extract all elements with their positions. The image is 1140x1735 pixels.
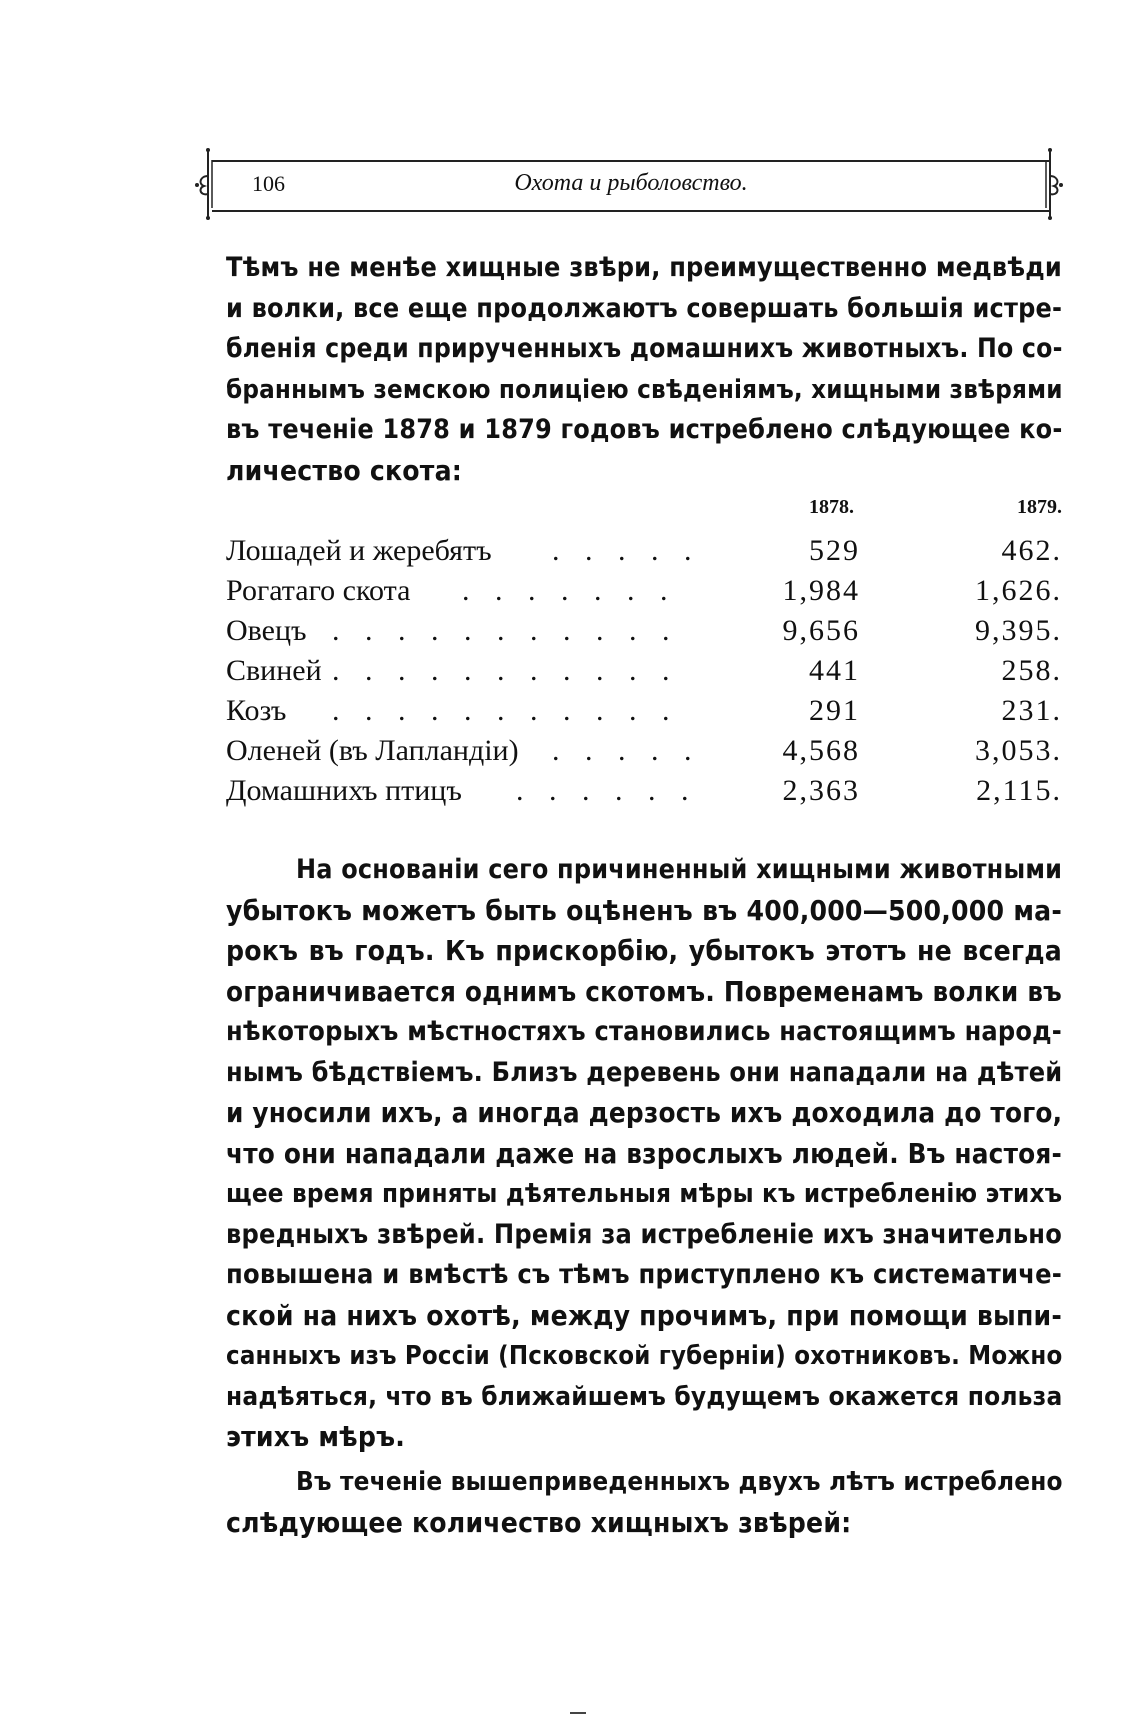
table-row <box>226 574 1062 614</box>
text-line: и уносили ихъ, а иногда дерзость ихъ доходила до того, <box>226 1096 1063 1129</box>
paragraph-damage <box>226 850 1062 1458</box>
table-row <box>226 534 1062 574</box>
value-1878: 529 <box>809 534 860 567</box>
text-line: На основаніи сего причиненный хищными животными <box>296 854 1063 885</box>
year-header-1879: 1879. <box>1017 496 1062 518</box>
value-1879: 1,626. <box>975 574 1062 607</box>
text-line: нымъ бѣдствіемъ. Близъ деревень они нападали на дѣтей <box>226 1056 1063 1088</box>
text-line: ской на нихъ охотѣ, между прочимъ, при помощи выпи- <box>226 1298 1062 1332</box>
text-line: Въ теченіе вышеприведенныхъ двухъ лѣтъ истреблено <box>296 1467 1063 1497</box>
paragraph-intro <box>226 248 1062 491</box>
value-1879: 3,053. <box>975 734 1062 767</box>
text-line: рокъ въ годъ. Къ прискорбію, убытокъ этотъ не всегда <box>226 934 1062 967</box>
leader-dots: . . . . . <box>552 534 701 567</box>
text-line: что они нападали даже на взрослыхъ людей. Въ настоя- <box>226 1136 1062 1170</box>
value-1878: 291 <box>809 694 860 727</box>
text-line: надѣяться, что въ ближайшемъ будущемъ окажется польза <box>226 1381 1063 1412</box>
text-line: браннымъ земскою полиціею свѣденіямъ, хищными звѣрями <box>226 374 1063 405</box>
row-label: Свиней <box>226 654 322 687</box>
leader-dots: . . . . . . . . . . . <box>332 654 679 687</box>
text-line: вредныхъ звѣрей. Премія за истребленіе ихъ значительно <box>226 1218 1062 1250</box>
text-line: бленія среди прирученныхъ домашнихъ животныхъ. По со- <box>226 334 1063 364</box>
leader-dots: . . . . . <box>552 734 701 767</box>
row-label: Козъ <box>226 694 287 727</box>
row-label: Оленей (въ Лапландіи) <box>226 734 519 767</box>
value-1879: 9,395. <box>975 614 1062 647</box>
text-line: этихъ мѣръ. <box>226 1420 405 1453</box>
running-title: Охота и рыболовство. <box>514 170 748 196</box>
leader-dots: . . . . . . <box>516 774 698 807</box>
value-1879: 2,115. <box>976 774 1062 807</box>
paragraph-predators <box>226 1462 1062 1543</box>
row-label: Домашнихъ птицъ <box>226 774 462 807</box>
value-1878: 1,984 <box>782 574 860 607</box>
text-line: повышена и вмѣстѣ съ тѣмъ приступлено къ систематиче- <box>226 1259 1062 1290</box>
text-line: и волки, все еще продолжаютъ совершать большія истре- <box>226 292 1063 324</box>
leader-dots: . . . . . . . . . . . <box>332 614 679 647</box>
row-label: Лошадей и жеребятъ <box>226 534 492 567</box>
text-line: нѣкоторыхъ мѣстностяхъ становились настоящимъ народ- <box>226 1016 1062 1047</box>
page-footer-mark <box>570 1712 586 1714</box>
table-row <box>226 774 1062 814</box>
text-line: личество скота: <box>226 453 463 487</box>
year-header-1878: 1878. <box>809 496 854 518</box>
row-label: Овецъ <box>226 614 307 647</box>
value-1878: 4,568 <box>782 734 860 767</box>
value-1878: 2,363 <box>782 774 860 807</box>
text-line: щее время приняты дѣятельныя мѣры къ истребленію этихъ <box>226 1179 1063 1209</box>
table-row <box>226 654 1062 694</box>
text-line: Тѣмъ не менѣе хищные звѣри, преимущественно медвѣди <box>226 252 1062 283</box>
text-line: убытокъ можетъ быть оцѣненъ въ 400,000—500,000 ма- <box>226 893 1062 927</box>
running-header <box>212 160 1050 212</box>
value-1878: 441 <box>809 654 860 687</box>
text-line: ограничивается однимъ скотомъ. Повременамъ волки въ <box>226 975 1062 1008</box>
value-1879: 258. <box>1001 654 1062 687</box>
text-line: слѣдующее количество хищныхъ звѣрей: <box>226 1505 852 1539</box>
text-line: санныхъ изъ Россіи (Псковской губерніи) охотниковъ. Можно <box>226 1341 1063 1371</box>
value-1879: 462. <box>1001 534 1062 567</box>
leader-dots: . . . . . . . . . . . <box>332 694 679 727</box>
page-number: 106 <box>252 171 285 196</box>
table-row <box>226 614 1062 654</box>
table-row <box>226 734 1062 774</box>
value-1879: 231. <box>1001 694 1062 727</box>
text-line: въ теченіе 1878 и 1879 годовъ истреблено слѣдующее ко- <box>226 414 1063 445</box>
table-row <box>226 694 1062 734</box>
leader-dots: . . . . . . . <box>462 574 677 607</box>
value-1878: 9,656 <box>782 614 860 647</box>
row-label: Рогатаго скота <box>226 574 411 607</box>
